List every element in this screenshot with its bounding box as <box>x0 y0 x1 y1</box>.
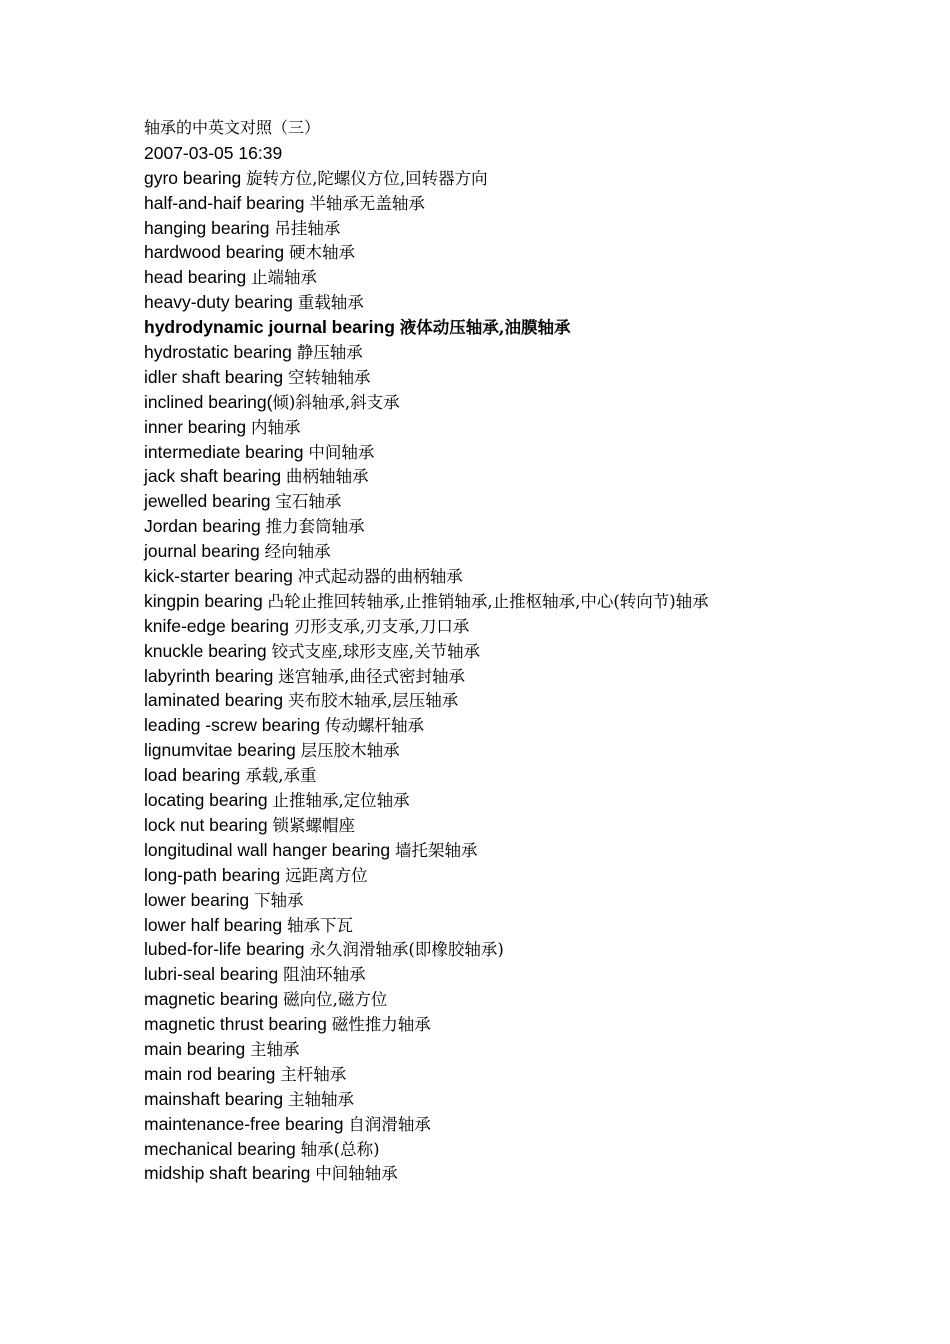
chinese-translation: 硬木轴承 <box>288 243 355 263</box>
glossary-entry <box>144 713 924 738</box>
english-term: lower bearing <box>144 889 250 910</box>
document-page <box>144 116 924 1186</box>
glossary-entry <box>144 564 924 589</box>
glossary-entry <box>144 664 924 689</box>
english-term: lock nut bearing <box>144 814 268 835</box>
english-term: half-and-haif bearing <box>144 192 305 213</box>
chinese-translation: 静压轴承 <box>296 343 363 363</box>
glossary-entry <box>144 1087 924 1112</box>
glossary-entry <box>144 863 924 888</box>
glossary-entry <box>144 514 924 539</box>
chinese-translation: 刃形支承,刃支承,刀口承 <box>293 616 470 636</box>
glossary-entry <box>144 365 924 390</box>
chinese-translation: 凸轮止推回转轴承,止推销轴承,止推枢轴承,中心(转向节)轴承 <box>267 591 709 611</box>
glossary-entry <box>144 1062 924 1087</box>
chinese-translation: 磁向位,磁方位 <box>283 990 388 1010</box>
glossary-entry <box>144 738 924 763</box>
english-term: knuckle bearing <box>144 640 267 661</box>
english-term: Jordan bearing <box>144 516 261 537</box>
english-term: kingpin bearing <box>144 590 263 611</box>
chinese-translation: 倾)斜轴承,斜支承 <box>272 392 400 412</box>
english-term: main bearing <box>144 1038 246 1059</box>
english-term: maintenance-free bearing <box>144 1113 344 1134</box>
chinese-translation: 推力套筒轴承 <box>265 517 365 537</box>
english-term: jack shaft bearing <box>144 466 282 487</box>
glossary-entry <box>144 390 924 415</box>
glossary-entry <box>144 1112 924 1137</box>
glossary-entry <box>144 688 924 713</box>
english-term: mechanical bearing <box>144 1138 296 1159</box>
chinese-translation: 空转轴轴承 <box>288 367 371 387</box>
chinese-translation: 经向轴承 <box>264 542 331 562</box>
chinese-translation: 中间轴轴承 <box>315 1164 398 1184</box>
glossary-entry <box>144 415 924 440</box>
chinese-translation: 传动螺杆轴承 <box>324 716 424 736</box>
english-term: jewelled bearing <box>144 491 271 512</box>
english-term: inclined bearing( <box>144 391 273 412</box>
chinese-translation: 承载,承重 <box>245 766 317 786</box>
english-term: main rod bearing <box>144 1063 276 1084</box>
english-term: head bearing <box>144 267 247 288</box>
glossary-entry <box>144 315 924 340</box>
glossary-entry <box>144 265 924 290</box>
document-date: 2007-03-05 16:39 <box>144 142 283 163</box>
glossary-entry <box>144 216 924 241</box>
glossary-entry <box>144 464 924 489</box>
english-term: inner bearing <box>144 416 247 437</box>
glossary-entry <box>144 763 924 788</box>
english-term: hydrostatic bearing <box>144 342 292 363</box>
english-term: lignumvitae bearing <box>144 740 296 761</box>
chinese-translation: 层压胶木轴承 <box>300 741 400 761</box>
chinese-translation: 止端轴承 <box>251 268 318 288</box>
chinese-translation: 轴承下瓦 <box>287 915 354 935</box>
glossary-entry <box>144 614 924 639</box>
english-term: midship shaft bearing <box>144 1163 311 1184</box>
chinese-translation: 永久润滑轴承(即橡胶轴承) <box>309 940 504 960</box>
english-term: idler shaft bearing <box>144 366 284 387</box>
english-term: hanging bearing <box>144 217 270 238</box>
document-title: 轴承的中英文对照（三） <box>144 118 321 137</box>
chinese-translation: 止推轴承,定位轴承 <box>272 791 410 811</box>
chinese-translation: 墙托架轴承 <box>395 840 478 860</box>
glossary-entry <box>144 788 924 813</box>
chinese-translation: 吊挂轴承 <box>274 218 341 238</box>
chinese-translation: 锁紧螺帽座 <box>272 815 355 835</box>
glossary-entry <box>144 913 924 938</box>
glossary-entry <box>144 962 924 987</box>
chinese-translation: 阻油环轴承 <box>283 965 366 985</box>
glossary-entry <box>144 1012 924 1037</box>
chinese-translation: 主轴轴承 <box>288 1089 354 1109</box>
english-term: lower half bearing <box>144 914 283 935</box>
english-term: labyrinth bearing <box>144 665 274 686</box>
chinese-translation: 下轴承 <box>253 890 304 910</box>
english-term: lubed-for-life bearing <box>144 939 305 960</box>
english-term: magnetic bearing <box>144 989 279 1010</box>
english-term: longitudinal wall hanger bearing <box>144 839 391 860</box>
chinese-translation: 中间轴承 <box>308 442 375 462</box>
glossary-entry <box>144 987 924 1012</box>
english-term: intermediate bearing <box>144 441 304 462</box>
chinese-translation: 半轴承无盖轴承 <box>309 193 425 213</box>
english-term: lubri-seal bearing <box>144 964 279 985</box>
english-term: journal bearing <box>144 541 260 562</box>
chinese-translation: 重载轴承 <box>297 293 364 313</box>
chinese-translation: 夹布胶木轴承,层压轴承 <box>288 691 459 711</box>
english-term: locating bearing <box>144 790 268 811</box>
glossary-entry <box>144 290 924 315</box>
english-term: hydrodynamic journal bearing <box>144 317 395 338</box>
glossary-entry <box>144 489 924 514</box>
glossary-list <box>144 166 924 1187</box>
glossary-entry <box>144 838 924 863</box>
english-term: gyro bearing <box>144 167 242 188</box>
chinese-translation: 旋转方位,陀螺仪方位,回转器方向 <box>246 168 488 188</box>
english-term: long-path bearing <box>144 864 281 885</box>
chinese-translation: 自润滑轴承 <box>348 1114 431 1134</box>
chinese-translation: 宝石轴承 <box>275 492 342 512</box>
english-term: magnetic thrust bearing <box>144 1014 327 1035</box>
english-term: mainshaft bearing <box>144 1088 284 1109</box>
english-term: heavy-duty bearing <box>144 292 293 313</box>
chinese-translation: 铰式支座,球形支座,关节轴承 <box>271 641 480 661</box>
glossary-entry <box>144 639 924 664</box>
glossary-entry <box>144 888 924 913</box>
chinese-translation: 远距离方位 <box>285 865 368 885</box>
english-term: hardwood bearing <box>144 242 285 263</box>
english-term: laminated bearing <box>144 690 284 711</box>
chinese-translation: 磁性推力轴承 <box>331 1015 431 1035</box>
chinese-translation: 液体动压轴承,油膜轴承 <box>399 318 571 338</box>
chinese-translation: 冲式起动器的曲柄轴承 <box>297 567 463 587</box>
glossary-entry <box>144 1037 924 1062</box>
glossary-entry <box>144 1137 924 1162</box>
chinese-translation: 主杆轴承 <box>280 1064 347 1084</box>
chinese-translation: 内轴承 <box>251 417 301 437</box>
english-term: load bearing <box>144 765 241 786</box>
glossary-entry <box>144 191 924 216</box>
english-term: leading -screw bearing <box>144 715 321 736</box>
chinese-translation: 曲柄轴轴承 <box>286 467 369 487</box>
glossary-entry <box>144 813 924 838</box>
glossary-entry <box>144 1161 924 1186</box>
glossary-entry <box>144 166 924 191</box>
chinese-translation: 主轴承 <box>250 1039 300 1059</box>
glossary-entry <box>144 937 924 962</box>
glossary-entry <box>144 440 924 465</box>
glossary-entry <box>144 589 924 614</box>
english-term: knife-edge bearing <box>144 615 289 636</box>
glossary-entry <box>144 240 924 265</box>
chinese-translation: 迷宫轴承,曲径式密封轴承 <box>278 666 466 686</box>
glossary-entry <box>144 340 924 365</box>
chinese-translation: 轴承(总称) <box>300 1139 380 1159</box>
glossary-entry <box>144 539 924 564</box>
english-term: kick-starter bearing <box>144 566 293 587</box>
